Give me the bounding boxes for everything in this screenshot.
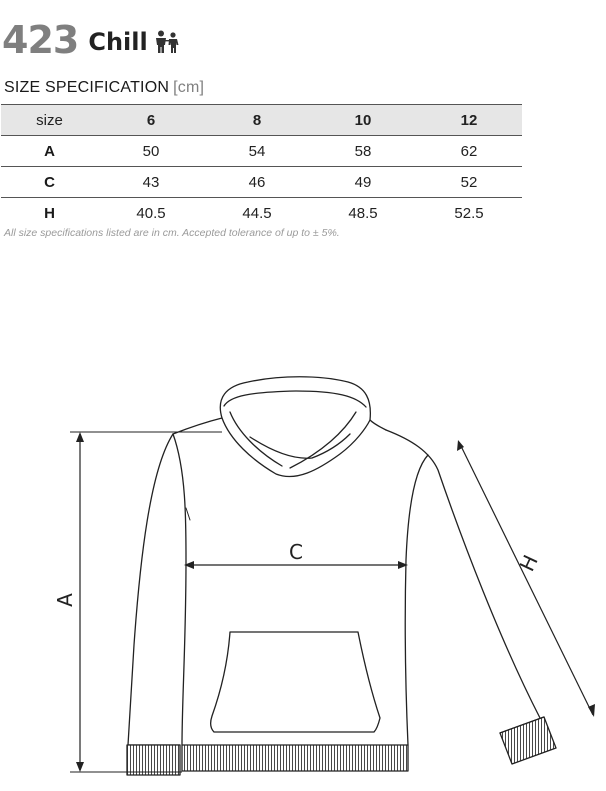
table-cell: 48.5	[348, 204, 378, 222]
table-cell: 43	[98, 167, 204, 198]
dimension-h-label: H	[514, 551, 543, 575]
table-cell: 52.5	[454, 204, 484, 222]
right-cuff	[500, 717, 556, 764]
waistband	[182, 745, 408, 771]
body-outline	[128, 434, 173, 745]
table-cell: 44.5	[242, 204, 272, 222]
dimension-a-label: A	[53, 593, 77, 607]
row-label: C	[1, 167, 98, 198]
hood-outline	[173, 377, 386, 434]
kids-icon	[154, 30, 180, 54]
model-name: Chill	[88, 28, 148, 56]
dimension-h-line	[459, 442, 593, 715]
table-row	[1, 136, 522, 167]
table-cell: 46	[204, 167, 310, 198]
kangaroo-pocket	[211, 632, 380, 732]
product-header	[2, 14, 180, 62]
table-cell: 58	[310, 136, 416, 167]
size-table	[1, 104, 522, 228]
spec-unit: [cm]	[173, 79, 205, 96]
table-cell: 52	[416, 167, 522, 198]
table-cell: 50	[98, 136, 204, 167]
table-cell: 49	[310, 167, 416, 198]
row-label: A	[1, 136, 98, 167]
left-cuff	[127, 745, 180, 775]
row-label: H	[44, 204, 55, 222]
spec-title	[4, 79, 204, 97]
header-cell: 6	[98, 105, 204, 136]
dimension-c-label: C	[289, 540, 303, 564]
table-cell: 40.5	[136, 204, 166, 222]
table-header-row	[1, 105, 522, 136]
header-cell: 10	[310, 105, 416, 136]
table-row	[1, 167, 522, 198]
hoodie-diagram	[0, 370, 606, 791]
table-row	[1, 198, 522, 229]
spec-title-text: SIZE SPECIFICATION	[4, 79, 170, 96]
tolerance-note: All size specifications listed are in cm. Accepted tolerance of up to ± 5%.	[4, 227, 340, 239]
header-cell: 8	[204, 105, 310, 136]
table-cell: 54	[204, 136, 310, 167]
model-number: 423	[2, 18, 79, 62]
header-cell: size	[1, 105, 98, 136]
table-cell: 62	[416, 136, 522, 167]
hood-inner	[224, 391, 366, 407]
header-cell: 12	[416, 105, 522, 136]
